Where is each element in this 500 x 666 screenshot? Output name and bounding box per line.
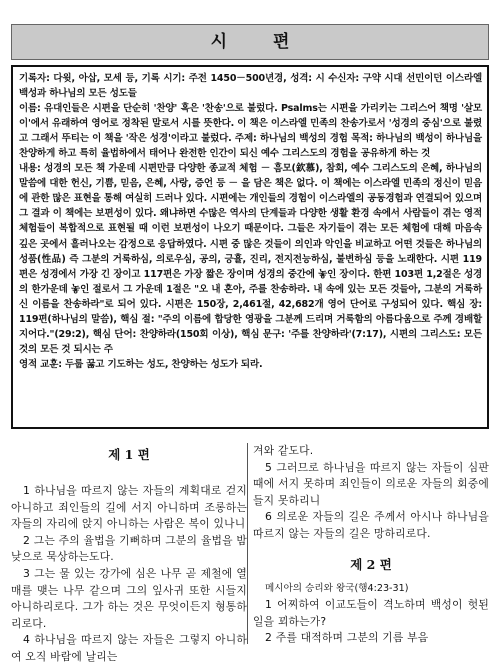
intro-paragraph-name: 이름: 유대인들은 시편을 단순히 '찬양' 혹은 '찬송'으로 불렀다. Psalms는 시편을 가리키는 그리스어 책명 '살모이'에서 유래하여 영어로 정착된 말로서 시를 뜻한다. 이 책은 이스라엘 민족의 찬송가로서 '성경의 중심'으로 불렸고 그래서 뚜티는 이 책을 '작은 성경'이라고 불렀다. 주제: 하나님의 백성의 경험 목적: 하나님의 백성이 하나님을 찬양하게 하고 특히 율법하에서 태어나 완전한 인간이 되신 예수 그리스도의 경험을 공유하게 하는 것	[19, 103, 482, 160]
page-title: 시 편	[210, 32, 310, 52]
page-title-bar	[11, 24, 489, 60]
verse-1-4-continued: 겨와 같도다.	[253, 444, 314, 457]
verse-1-3: 3 그는 물 있는 강가에 심은 나무 곧 제철에 열매를 맺는 나무 같으며 그의 잎사귀 또한 시들지 아니하리로다. 그가 하는 것은 무엇이든지 형통하리로다.	[11, 566, 247, 630]
psalm-2-heading: 제 2 편	[350, 556, 392, 572]
psalm-2-subtitle: 메시아의 승리와 왕국(행4:23-31)	[265, 582, 409, 594]
verse-1-1: 1 하나님을 따르지 않는 자들의 계획대로 걷지 아니하고 죄인들의 길에 서지 아니하며 조롱하는 자들의 자리에 앉지 아니하는 사람은 복이 있나니	[11, 484, 247, 531]
book-introduction-box	[11, 65, 489, 429]
text-column-left	[11, 443, 247, 663]
column-divider	[247, 443, 248, 644]
intro-paragraph-meta: 기록자: 다윗, 아삽, 모세 등, 기록 시기: 주전 1450－500년경, 성격: 시 수신자: 구약 시대 선민이던 이스라엘 백성과 하나님의 모든 성도들	[19, 73, 482, 100]
verse-1-5: 5 그러므로 하나님을 따르지 않는 자들이 심판 때에 서지 못하며 죄인들이 의로운 자들의 회중에 들지 못하리니	[253, 460, 489, 507]
text-column-right	[253, 443, 489, 644]
verse-1-2: 2 그는 주의 율법을 기뻐하며 그분의 율법을 밤낮으로 묵상하는도다.	[11, 533, 247, 564]
verse-2-1: 1 어찌하여 이교도들이 격노하며 백성이 헛된 일을 꾀하는가?	[253, 598, 489, 628]
verse-2-2: 2 주를 대적하며 그분의 기름 부음	[265, 631, 429, 645]
psalm-1-heading: 제 1 편	[108, 447, 150, 462]
intro-paragraph-lesson: 영적 교훈: 두룹 꿇고 기도하는 성도, 찬양하는 성도가 되라.	[19, 358, 263, 370]
intro-paragraph-content: 내용: 성경의 모든 책 가운데 시편만큼 다양한 종교적 체험 － 흠모(欽慕), 참회, 예수 그리스도의 은혜, 하나님의 말씀에 대한 헌신, 기쁨, 믿음, 은혜, 사랑, 증언 등 － 을 담은 책은 없다. 이 책에는 이스라엘 민족의 정신이 믿음에 관한 많은 표현을 통해 여실히 드러나 있다. 시편에는 개인들의 경험이 이스라엘의 공동경험과 연결되어 있으며 그 결과 이 책에는 보편성이 있다. 왜냐하면 수많은 역사의 단계들과 다양한 생활 환경 속에서 사람들이 겪는 영적 체험들이 복합적으로 표현될 때 이런 보편성이 나오기 때문이다. 그들은 자기들이 겪는 모든 체험에 대해 마음속 깊은 곳에서 흘러나오는 감정으로 응답하였다. 시편 중 많은 것들이 의인과 악인을 비교하고 어떤 것들은 하나님의 성품(性品) 즉 그분의 거룩하심, 의로우심, 공의, 긍휼, 진리, 전지전능하심, 불변하심 등을 노래한다. 시편 119편은 성경에서 가장 긴 장이고 117편은 가장 짧은 장이며 성경의 중간에 놓인 장이다. 한편 103편 1,2절은 성경의 한가운데 놓인 절로서 그 가운데 1절은 "오 내 혼아, 주를 찬송하라. 내 속에 있는 모든 것들아, 그분의 거룩하신 이름을 찬송하라"로 되어 있다. 시편은 150장, 2,461절, 42,682개 영어 단어로 구성되어 있다. 핵심 장: 119편(하나님의 말씀), 핵심 절: "주의 이름에 합당한 영광을 그분께 드리며 거룩함의 아름다움으로 주께 경배할지어다."(29:2), 핵심 단어: 찬양하라(150회 이상), 핵심 문구: '주를 찬양하라'(7:17), 시편의 그리스도: 모든 것의 모든 것 되시는 주	[19, 163, 482, 355]
verse-1-4: 4 하나님을 따르지 않는 자들은 그렇지 아니하여 오직 바람에 날리는	[11, 633, 247, 663]
verse-1-6: 6 의로운 자들의 길은 주께서 아시나 하나님을 따르지 않는 자들의 길은 망하리로다.	[253, 510, 489, 540]
